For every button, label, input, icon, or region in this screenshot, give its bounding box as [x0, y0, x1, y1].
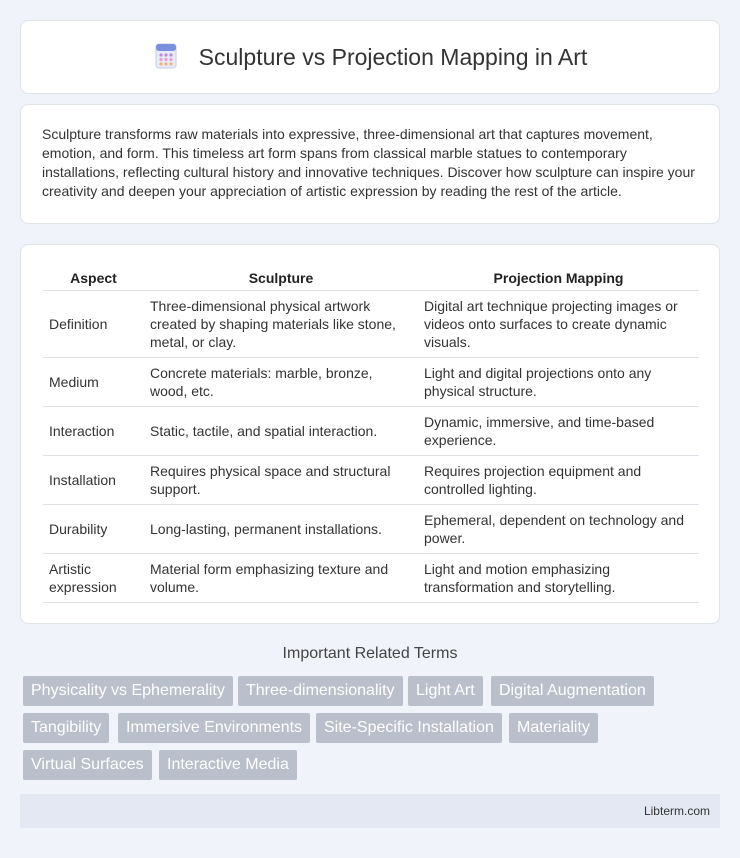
header-projection-mapping: Projection Mapping [418, 265, 699, 291]
related-term-tag[interactable]: Tangibility [23, 713, 109, 743]
footer-site-link[interactable]: Libterm.com [643, 804, 710, 818]
table-row [43, 291, 699, 358]
aspect-cell: Medium [43, 358, 144, 407]
related-term-tag[interactable]: Light Art [408, 676, 483, 706]
header-sculpture: Sculpture [144, 265, 418, 291]
sculpture-cell: Requires physical space and structural support. [144, 456, 418, 505]
table-row [43, 505, 699, 554]
table-row [43, 456, 699, 505]
projection-cell: Light and motion emphasizing transformation and storytelling. [418, 554, 699, 603]
table-row [43, 358, 699, 407]
comparison-card [20, 244, 720, 624]
projection-cell: Light and digital projections onto any physical structure. [418, 358, 699, 407]
related-terms-heading: Important Related Terms [282, 645, 458, 662]
calculator-grid-icon [153, 43, 179, 69]
related-term-tag[interactable]: Materiality [509, 713, 598, 743]
header-aspect: Aspect [43, 265, 144, 291]
aspect-cell: Interaction [43, 407, 144, 456]
projection-cell: Requires projection equipment and controlled lighting. [418, 456, 699, 505]
intro-card [20, 104, 720, 224]
sculpture-cell: Static, tactile, and spatial interaction. [144, 407, 418, 456]
intro-paragraph: Sculpture transforms raw materials into expressive, three-dimensional art that captures movement, emotion, and form. This timeless art form spans from classical marble statues to contemporary installations, reflecting cultural history and innovative techniques. Discover how sculpture can inspire your creativity and deepen your appreciation of artistic expression by reading the rest of the article. [42, 126, 695, 199]
table-row [43, 554, 699, 603]
sculpture-cell: Three-dimensional physical artwork created by shaping materials like stone, metal, or clay. [144, 291, 418, 358]
table-header-row [43, 265, 699, 291]
footer [20, 794, 720, 828]
aspect-cell: Installation [43, 456, 144, 505]
related-term-tag[interactable]: Virtual Surfaces [23, 750, 152, 780]
sculpture-cell: Material form emphasizing texture and volume. [144, 554, 418, 603]
projection-cell: Dynamic, immersive, and time-based experience. [418, 407, 699, 456]
related-term-tag[interactable]: Digital Augmentation [491, 676, 654, 706]
title-card [20, 20, 720, 94]
related-term-tag[interactable]: Three-dimensionality [238, 676, 403, 706]
related-term-tag[interactable]: Immersive Environments [118, 713, 310, 743]
sculpture-cell: Long-lasting, permanent installations. [144, 505, 418, 554]
projection-cell: Ephemeral, dependent on technology and power. [418, 505, 699, 554]
related-term-tag[interactable]: Interactive Media [159, 750, 297, 780]
aspect-cell: Definition [43, 291, 144, 358]
aspect-cell: Durability [43, 505, 144, 554]
related-term-tag[interactable]: Site-Specific Installation [316, 713, 502, 743]
related-term-tag[interactable]: Physicality vs Ephemerality [23, 676, 233, 706]
aspect-cell: Artistic expression [43, 554, 144, 603]
comparison-table [43, 265, 699, 603]
projection-cell: Digital art technique projecting images or videos onto surfaces to create dynamic visuals. [418, 291, 699, 358]
table-row [43, 407, 699, 456]
sculpture-cell: Concrete materials: marble, bronze, wood, etc. [144, 358, 418, 407]
page-title: Sculpture vs Projection Mapping in Art [198, 43, 588, 70]
